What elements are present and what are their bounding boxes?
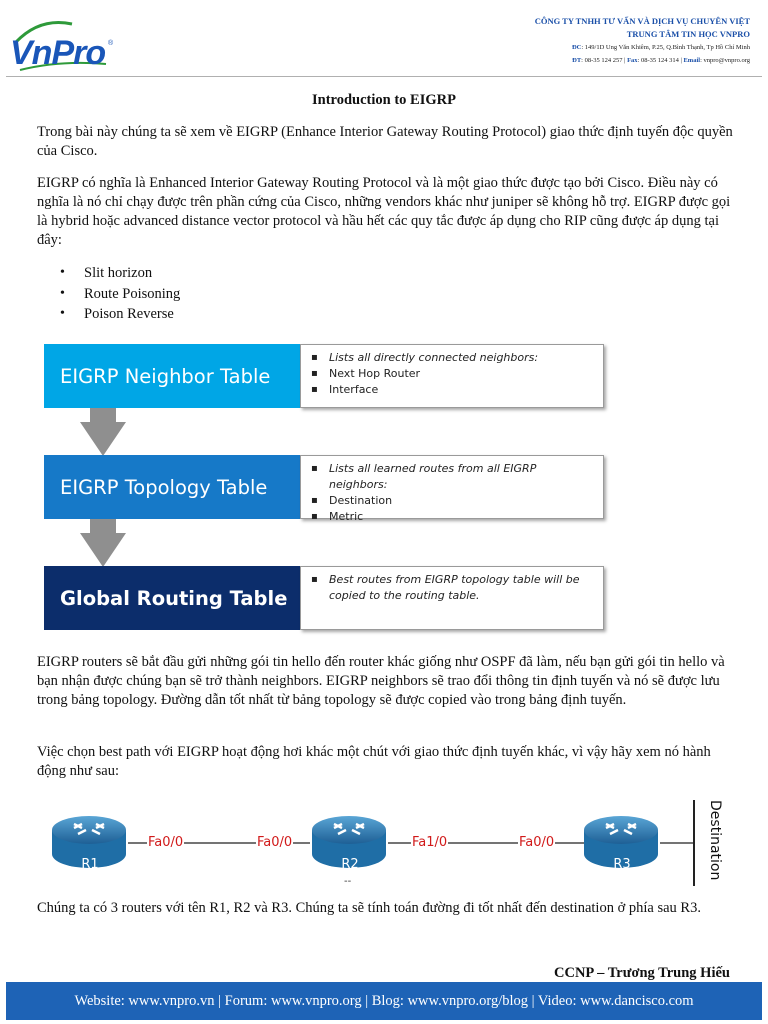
paragraph-neighbors: EIGRP routers sẽ bắt đầu gửi những gói tin hello đến router khác giống như OSPF đã làm, nếu bạn gửi gói tin hello và bạn nhận được chúng bạn sẽ trở thành neighbors. EIGRP neighbors sẽ trao đổi thông tin định tuyến và nó sẽ được lưu trong bảng topology. Đường dẫn tốt nhất từ bảng topology sẽ được copied vào trong bảng định tuyến. — [37, 654, 725, 708]
phone-label: ĐT — [572, 57, 582, 64]
description-item: ▪ Interface — [311, 382, 597, 398]
interface-label-r2-fa00: Fa0/0 — [257, 835, 293, 850]
neighbor-table-description — [300, 344, 604, 408]
rules-list — [60, 263, 180, 325]
vnpro-logo — [10, 12, 114, 72]
description-item: ▪ Destination — [311, 493, 597, 509]
interface-label-r2-fa10: Fa1/0 — [412, 835, 448, 850]
eigrp-tables-diagram — [44, 342, 608, 634]
list-item: • Slit horizon — [60, 263, 180, 284]
under-mark: -- — [344, 876, 352, 887]
description-item: ▪ Metric — [311, 509, 597, 525]
router-label-r1: R1 — [81, 857, 99, 872]
paragraph-three-routers: Chúng ta có 3 routers với tên R1, R2 và R3. Chúng ta sẽ tính toán đường đi tốt nhất đến destination ở phía sau R3. — [37, 900, 701, 916]
router-label-r2: R2 — [341, 857, 359, 872]
fax-label: Fax — [627, 57, 638, 64]
down-arrow-icon — [80, 519, 126, 567]
destination-label-box — [697, 798, 723, 884]
description-item: ▪ Next Hop Router — [311, 366, 597, 382]
paragraph-best-path: Việc chọn best path với EIGRP hoạt động hơi khác một chút với giao thức định tuyến khác, vì vậy hãy xem nó hành động như sau: — [37, 744, 711, 779]
logo-text: VnPro — [10, 34, 106, 72]
paragraph-intro: Trong bài này chúng ta sẽ xem về EIGRP (Enhance Interior Gateway Routing Protocol) giao thức định tuyến độc quyền của Cisco. — [37, 124, 733, 159]
list-item: • Route Poisoning — [60, 284, 180, 305]
email-text: : vnpro@vnpro.org — [700, 57, 750, 64]
email-label: Email — [683, 57, 701, 64]
description-intro: ▪ Lists all learned routes from all EIGRP neighbors: — [311, 461, 597, 493]
address-label: ĐC — [571, 44, 582, 51]
topology-table-box: EIGRP Topology Table — [44, 455, 302, 519]
network-topology-diagram — [0, 796, 768, 896]
page-title: Introduction to EIGRP — [312, 92, 456, 108]
interface-label-r1-fa00: Fa0/0 — [148, 835, 184, 850]
paragraph-eigrp-definition: EIGRP có nghĩa là Enhanced Interior Gateway Routing Protocol và là một giao thức được tạo bởi Cisco. Điều này có nghĩa là nó chỉ chạy được trên phần cứng của Cisco, những vendors khác như juniper sẽ không hỗ trợ. EIGRP được gọi là hybrid hoặc advanced distance vector protocol và hầu hết các quy tắc được áp dụng cho RIP cũng được áp dụng tại đây: — [37, 175, 731, 248]
footer-links-bar: Website: www.vnpro.vn | Forum: www.vnpro.org | Blog: www.vnpro.org/blog | Video: www.dancisco.com — [6, 982, 762, 1020]
router-label-r3: R3 — [613, 857, 631, 872]
topology-table-description — [300, 455, 604, 523]
description-intro: ▪ Lists all directly connected neighbors: — [311, 350, 597, 366]
company-info — [490, 15, 750, 67]
global-routing-table-box: Global Routing Table — [44, 566, 302, 630]
center-name: TRUNG TÂM TIN HỌC VNPRO — [626, 29, 750, 39]
description-intro: ▪ Best routes from EIGRP topology table will be copied to the routing table. — [311, 572, 597, 604]
author-signature: CCNP – Trương Trung Hiếu — [554, 965, 730, 981]
company-address — [490, 41, 750, 54]
address-text: : 149/1D Ung Văn Khiêm, P.25, Q.Bình Thạnh, Tp Hồ Chí Minh — [581, 44, 750, 51]
logo-registered-mark: ® — [108, 40, 114, 47]
company-contacts — [490, 54, 750, 67]
destination-label: Destination — [707, 800, 723, 881]
neighbor-table-box: EIGRP Neighbor Table — [44, 344, 302, 408]
header-divider — [6, 76, 762, 77]
fax-text: : 08-35 124 314 | — [637, 57, 684, 64]
company-name: CÔNG TY TNHH TƯ VẤN VÀ DỊCH VỤ CHUYÊN VIỆT — [534, 16, 750, 26]
list-item: • Poison Reverse — [60, 304, 180, 325]
down-arrow-icon — [80, 408, 126, 456]
phone-text: : 08-35 124 257 | — [581, 57, 628, 64]
interface-label-r3-fa00: Fa0/0 — [519, 835, 555, 850]
global-routing-table-description — [300, 566, 604, 630]
